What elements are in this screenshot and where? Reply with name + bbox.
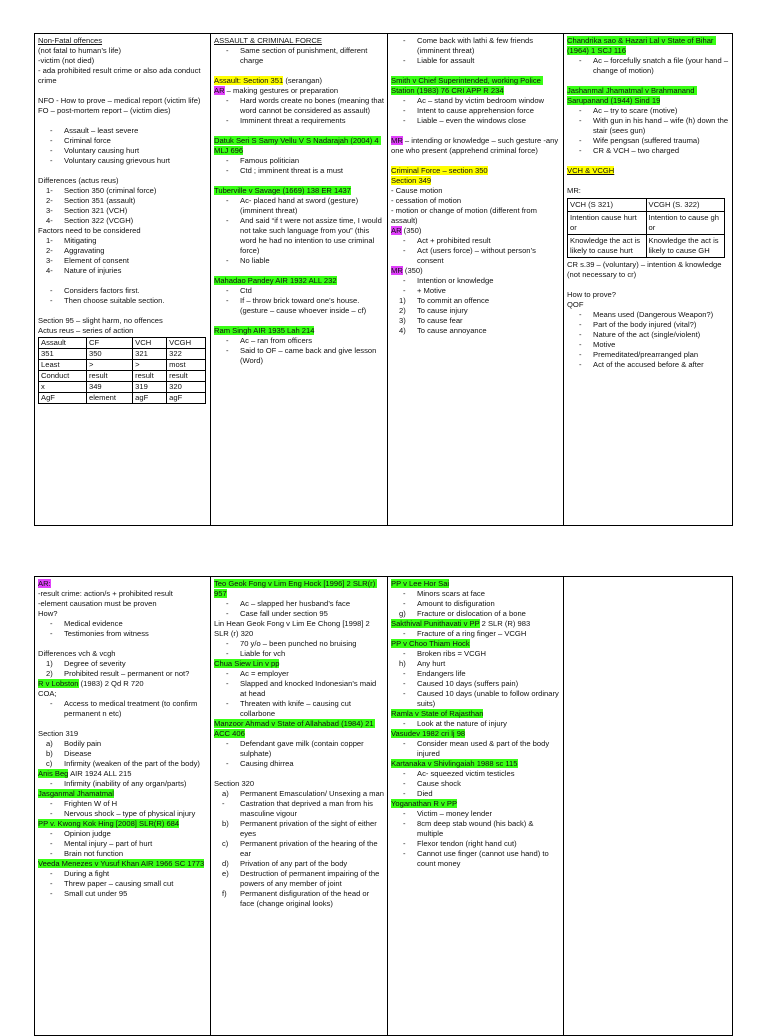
case-name: PP v Choo Thiam Hock xyxy=(391,639,470,649)
cf-section-349: Section 349 xyxy=(391,176,432,186)
case-name: Datuk Seri S Samy Vellu V S Nadarajah (2004) 4 MLJ 696 xyxy=(214,136,381,156)
list-item: - Ac = employer xyxy=(214,669,384,679)
case-name: PP v Lee Hor Sai xyxy=(391,579,450,588)
list-item: - And said “if t were not assize time, I would not take such language from you” (this word he had no intention to use criminal force) xyxy=(214,216,384,256)
list-item: - Amount to disfiguration xyxy=(391,599,560,609)
text-line: Section 95 – slight harm, no offences xyxy=(38,316,163,326)
ar-line: AR – making gestures or preparation xyxy=(214,86,339,96)
top-col-1 xyxy=(35,34,211,525)
case-name: Teo Geok Fong v Lim Eng Hock [1996] 2 SLR(r) 957 xyxy=(214,579,378,599)
list-item: - Threaten with knife – causing cut collarbone xyxy=(214,699,384,719)
mr-line: MR – intending or knowledge – such gesture -any one who present (apprehend criminal force) xyxy=(391,136,561,156)
text-line: QOF xyxy=(567,300,584,310)
subheading: Differences vch & vcgh xyxy=(38,649,116,659)
case-name: Tuberville v Savage (1669) 138 ER 1437 xyxy=(214,186,351,196)
list-item: - Act (users force) – without person’s consent xyxy=(391,246,560,266)
list-item: - Part of the body injured (vital?) xyxy=(567,320,729,330)
list-item: - Said to OF – came back and give lesson (Word) xyxy=(214,346,384,366)
list-item: - Causing dhirrea xyxy=(214,759,384,769)
case-name: Ramla v State of Rajasthan xyxy=(391,709,484,719)
list-item: h) Any hurt xyxy=(399,659,446,669)
list-item: 2- Section 351 (assault) xyxy=(46,196,136,206)
top-col-2 xyxy=(211,34,388,525)
list-item: g) Fracture or dislocation of a bone xyxy=(399,609,526,619)
comparison-table: Assault CF VCH VCGH 351 350 321 322 Least > > most Conduct result result result x 349 319 320 AgF element agF agF xyxy=(38,337,206,404)
list-item: - Cause shock xyxy=(391,779,560,789)
list-item: - Wife pengsan (suffered trauma) xyxy=(567,136,729,146)
list-item: - Ac- squeezed victim testicles xyxy=(391,769,560,779)
list-item: - Access to medical treatment (to confirm permanent n etc) xyxy=(38,699,207,719)
text-line: -victim (not died) xyxy=(38,56,95,66)
ar-line: AR: xyxy=(38,579,51,588)
list-item: - Ac – ran from officers xyxy=(214,336,384,346)
mr-line: MR (350) xyxy=(391,266,423,276)
case-name: R v Lobston (1983) 2 Qd R 720 xyxy=(38,679,144,689)
case-name: Anis Beg AIR 1924 ALL 215 xyxy=(38,769,132,779)
case-name: Veeda Menezes v Yusuf Khan AIR 1966 SC 1773 xyxy=(38,859,205,869)
list-item: - Ac – slapped her husband’s face xyxy=(214,599,384,609)
list-item: 2) Prohibited result – permanent or not? xyxy=(46,669,190,679)
list-item: - Intention or knowledge xyxy=(391,276,560,286)
case-name: Vasudev 1982 cri lj 98 xyxy=(391,729,466,739)
list-item: 4- Section 322 (VCGH) xyxy=(46,216,134,226)
list-item: - Considers factors first. xyxy=(38,286,207,296)
list-item: - Castration that deprived a man from his masculine vigour xyxy=(222,799,376,819)
case-name: Sakthival Punithavati v PP 2 SLR (R) 983 xyxy=(391,619,531,629)
top-col-4 xyxy=(564,34,732,525)
text-line: (not fatal to human’s life) xyxy=(38,46,122,56)
text-line: FO – post-mortem report – (victim dies) xyxy=(38,106,171,116)
case-name: PP v. Kwong Kok Hing [2008] SLR(R) 684 xyxy=(38,819,180,829)
cf-heading: Criminal Force – section 350 xyxy=(391,166,488,176)
list-item: - Hard words create no bones (meaning that word cannot be considered as assault) xyxy=(214,96,384,116)
list-item: d) Privation of any part of the body xyxy=(222,859,348,869)
list-item: - Flexor tendon (right hand cut) xyxy=(391,839,560,849)
list-item: - Criminal force xyxy=(38,136,207,146)
list-item: - Fracture of a ring finger – VCGH xyxy=(391,629,560,639)
list-item: - Medical evidence xyxy=(38,619,207,629)
list-item: - If – throw brick toward one’s house. (gesture – cause whoever inside – cf) xyxy=(214,296,384,316)
text-line: - Cause motion xyxy=(391,186,443,196)
list-item: - Caused 10 days (suffers pain) xyxy=(391,679,560,689)
list-item: - Infirmity (inability of any organ/parts) xyxy=(38,779,207,789)
text-line: Actus reus – series of action xyxy=(38,326,134,336)
list-item: 2) To cause injury xyxy=(399,306,468,316)
bottom-col-1 xyxy=(35,577,211,1035)
list-item: - Consider mean used & part of the body injured xyxy=(391,739,560,759)
list-item: - Ac – forcefully snatch a file (your hand – change of motion) xyxy=(567,56,729,76)
notes-table-top xyxy=(34,33,733,526)
list-item: - Opinion judge xyxy=(38,829,207,839)
list-item: - Motive xyxy=(567,340,729,350)
list-item: 1) To commit an offence xyxy=(399,296,490,306)
text-line: - ada prohibited result crime or also ada conduct crime xyxy=(38,66,203,86)
text-line: -element causation must be proven xyxy=(38,599,157,609)
list-item: - During a fight xyxy=(38,869,207,879)
list-item: - Look at the nature of injury xyxy=(391,719,560,729)
list-item: - Broken ribs = VCGH xyxy=(391,649,560,659)
list-item: - Small cut under 95 xyxy=(38,889,207,899)
list-item: - Voluntary causing grievous hurt xyxy=(38,156,207,166)
list-item: c) Infirmity (weaken of the part of the body) xyxy=(46,759,200,769)
text-line: Section 319 xyxy=(38,729,79,739)
list-item: - Same section of punishment, different charge xyxy=(214,46,384,66)
text-line: COA; xyxy=(38,689,57,699)
ar-line: AR (350) xyxy=(391,226,422,236)
text-line: How? xyxy=(38,609,58,619)
list-item: - Liable for assault xyxy=(391,56,560,66)
subheading: Factors need to be considered xyxy=(38,226,141,236)
text-line: -result crime: action/s + prohibited result xyxy=(38,589,173,599)
vch-heading: VCH & VCGH xyxy=(567,166,615,176)
list-item: 4) To cause annoyance xyxy=(399,326,487,336)
list-item: - 8cm deep stab wound (his back) & multiple xyxy=(391,819,560,839)
list-item: - Imminent threat a requirements xyxy=(214,116,384,126)
list-item: - Mental injury – part of hurt xyxy=(38,839,207,849)
list-item: - Liable – even the windows close xyxy=(391,116,560,126)
list-item: - Act + prohibited result xyxy=(391,236,560,246)
vch-vcgh-table: VCH (S 321) VCGH (S. 322) Intention cause hurt or Intention to cause gh or Knowledge the act is likely to cause hurt Knowledge the act is likely to cause GH xyxy=(567,198,725,258)
case-name: Jashanmal Jhamatmal v Brahmanand Sarupanand (1944) Sind 19 xyxy=(567,86,697,106)
list-item: - Liable for vch xyxy=(214,649,384,659)
text-line: CR s.39 – (voluntary) – intention & knowledge (not necessary to cr) xyxy=(567,260,724,280)
case-name: Lin Hean Geok Fong v Lim Ee Chong [1998] 2 SLR (r) 320 xyxy=(214,619,372,639)
list-item: - Ctd xyxy=(214,286,384,296)
list-item: - Threw paper – causing small cut xyxy=(38,879,207,889)
list-item: c) Permanent privation of the hearing of the ear xyxy=(222,839,380,859)
case-name: Smith v Chief Superintended, working Police Station (1983) 76 CRI APP R 234 xyxy=(391,76,543,96)
list-item: - Act of the accused before & after xyxy=(567,360,729,370)
list-item: 3- Section 321 (VCH) xyxy=(46,206,128,216)
list-item: - Ac – stand by victim bedroom window xyxy=(391,96,560,106)
case-name: Yoganathan R v PP xyxy=(391,799,458,809)
list-item: - Defendant gave milk (contain copper sulphate) xyxy=(214,739,384,759)
list-item: - Ac – try to scare (motive) xyxy=(567,106,729,116)
list-item: 3) To cause fear xyxy=(399,316,463,326)
list-item: - 70 y/o – been punched no bruising xyxy=(214,639,384,649)
list-item: - Then choose suitable section. xyxy=(38,296,207,306)
bottom-col-4 xyxy=(564,577,732,1035)
case-name: Manzoor Ahmad v State of Allahabad (1984) 21 ACC 406 xyxy=(214,719,376,739)
bottom-col-3 xyxy=(388,577,564,1035)
case-name: Mahadao Pandey AIR 1932 ALL 232 xyxy=(214,276,337,286)
text-line: - motion or change of motion (different from assault) xyxy=(391,206,540,226)
list-item: b) Disease xyxy=(46,749,92,759)
text-line: NFO - How to prove – medical report (victim life) xyxy=(38,96,201,106)
list-item: - Died xyxy=(391,789,560,799)
section-351: Assault: Section 351 (serangan) xyxy=(214,76,323,86)
list-item: - Intent to cause apprehension force xyxy=(391,106,560,116)
list-item: a) Bodily pain xyxy=(46,739,102,749)
list-item: - No liable xyxy=(214,256,384,266)
bottom-col-2 xyxy=(211,577,388,1035)
list-item: - CR & VCH – two charged xyxy=(567,146,729,156)
notes-table-bottom xyxy=(34,576,733,1036)
case-name: Chua Siew Lin v pp xyxy=(214,659,280,669)
list-item: - Brain not function xyxy=(38,849,207,859)
list-item: - Ctd ; imminent threat is a must xyxy=(214,166,384,176)
list-item: - Come back with lathi & few friends (imminent threat) xyxy=(391,36,560,56)
list-item: 3- Element of consent xyxy=(46,256,130,266)
list-item: f) Permanent disfiguration of the head or face (change original looks) xyxy=(222,889,372,909)
list-item: - Assault – least severe xyxy=(38,126,207,136)
top-col-3 xyxy=(388,34,564,525)
list-item: 1- Section 350 (criminal force) xyxy=(46,186,157,196)
list-item: - Slapped and knocked Indonesian’s maid at head xyxy=(214,679,384,699)
list-item: - Victim – money lender xyxy=(391,809,560,819)
list-item: - Caused 10 days (unable to follow ordinary suits) xyxy=(391,689,560,709)
list-item: - Cannot use finger (cannot use hand) to count money xyxy=(391,849,560,869)
case-name: Chandrika sao & Hazari Lal v State of Bihar (1964) 1 SCJ 116 xyxy=(567,36,716,56)
list-item: a) Permanent Emasculation/ Unsexing a man xyxy=(222,789,384,799)
list-item: - Case fall under section 95 xyxy=(214,609,384,619)
list-item: - Ac- placed hand at sword (gesture) (imminent threat) xyxy=(214,196,384,216)
heading-assault: ASSAULT & CRIMINAL FORCE xyxy=(214,36,322,45)
list-item: - Premeditated/prearranged plan xyxy=(567,350,729,360)
list-item: - Testimonies from witness xyxy=(38,629,207,639)
text-line: - cessation of motion xyxy=(391,196,462,206)
text-line: MR: xyxy=(567,186,581,196)
list-item: 1) Degree of severity xyxy=(46,659,126,669)
list-item: - Nature of the act (single/violent) xyxy=(567,330,729,340)
list-item: 1- Mitigating xyxy=(46,236,97,246)
list-item: - Minors scars at face xyxy=(391,589,560,599)
list-item: - With gun in his hand – wife (h) down the stair (sees gun) xyxy=(567,116,729,136)
list-item: - Frighten W of H xyxy=(38,799,207,809)
list-item: 4- Nature of injuries xyxy=(46,266,122,276)
list-item: - + Motive xyxy=(391,286,560,296)
case-name: Jasganmal Jhamatmal xyxy=(38,789,114,799)
subheading: Differences (actus reus) xyxy=(38,176,119,186)
case-name: Ram Singh AIR 1935 Lah 214 xyxy=(214,326,315,336)
list-item: b) Permanent privation of the sight of either eyes xyxy=(222,819,379,839)
list-item: - Means used (Dangerous Weapon?) xyxy=(567,310,729,320)
list-item: - Famous politician xyxy=(214,156,384,166)
list-item: - Voluntary causing hurt xyxy=(38,146,207,156)
heading-non-fatal: Non-Fatal offences xyxy=(38,36,103,45)
list-item: 2- Aggravating xyxy=(46,246,105,256)
text-line: Section 320 xyxy=(214,779,255,789)
list-item: e) Destruction of permanent impairing of the powers of any member of joint xyxy=(222,869,382,889)
case-name: Kartanaka v Shivlingaiah 1988 sc 115 xyxy=(391,759,518,769)
list-item: - Endangers life xyxy=(391,669,560,679)
list-item: - Nervous shock – type of physical injury xyxy=(38,809,207,819)
text-line: How to prove? xyxy=(567,290,616,300)
